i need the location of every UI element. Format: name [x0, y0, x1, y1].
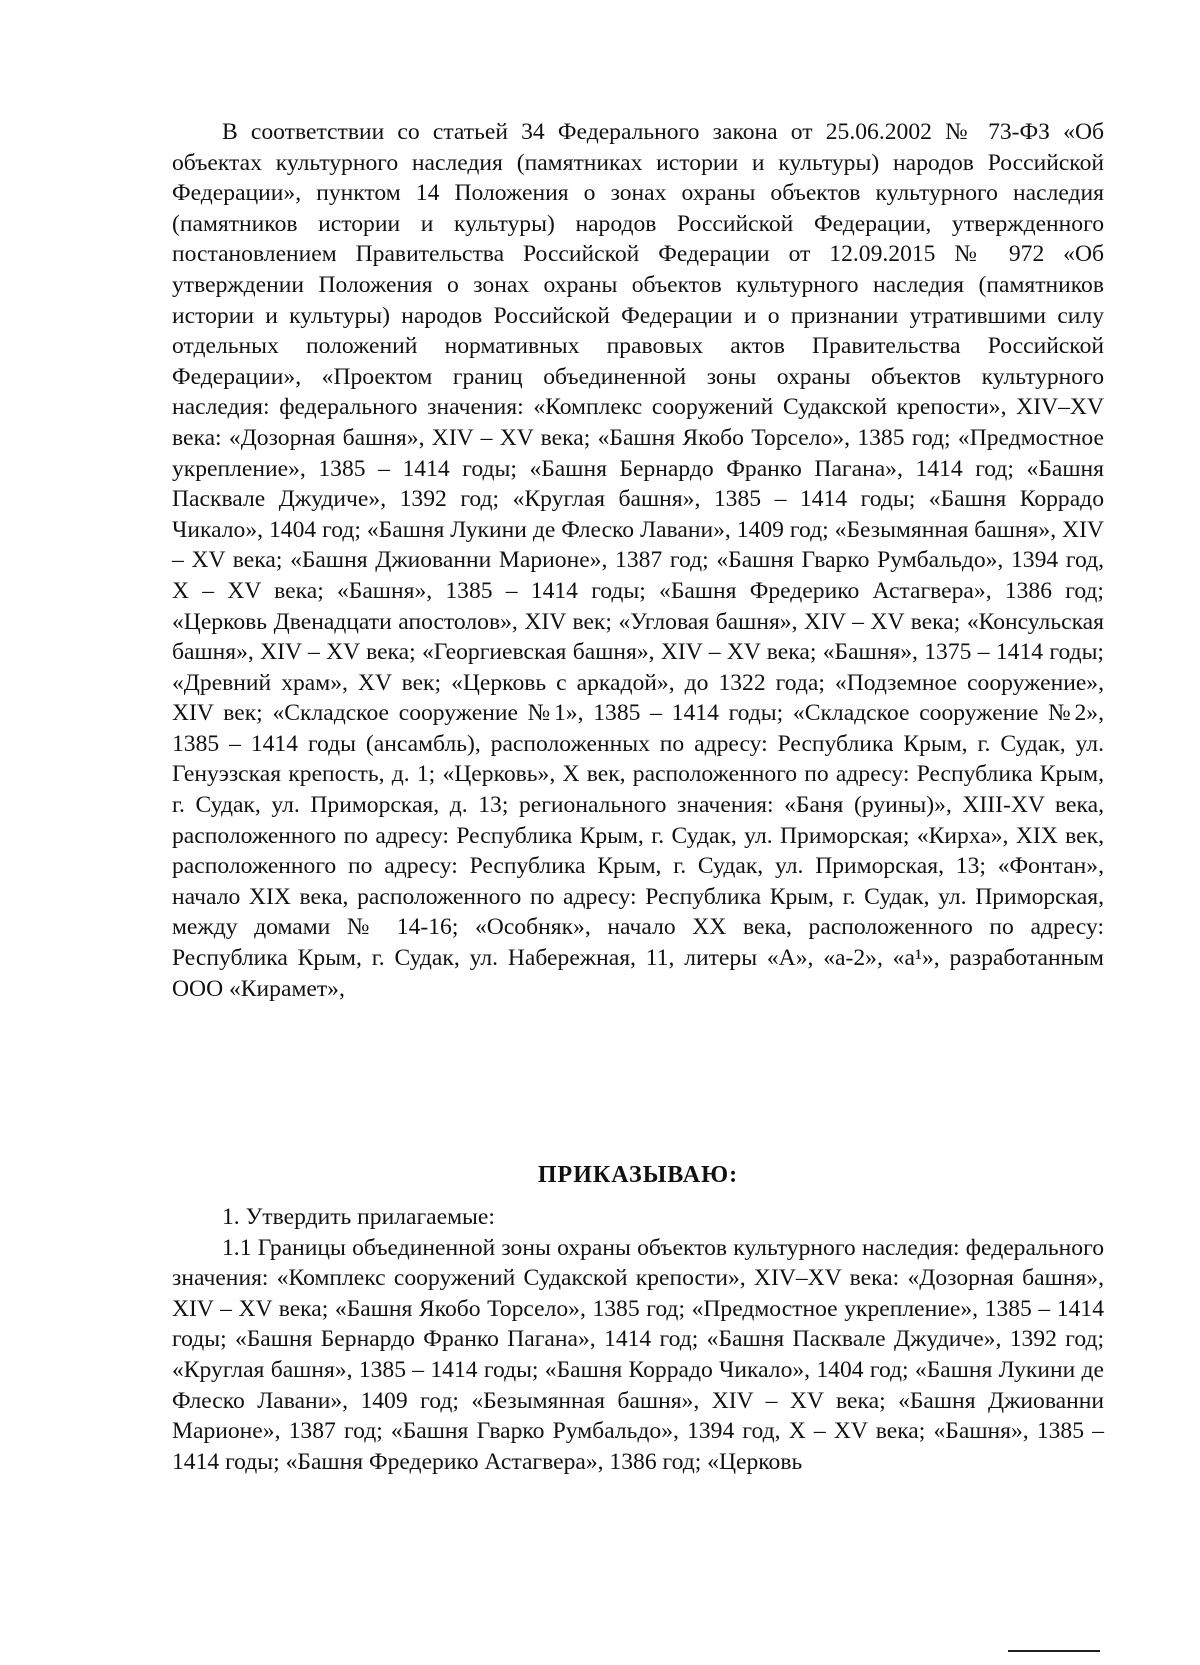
item-1-paragraph: 1. Утвердить прилагаемые:: [222, 1204, 495, 1230]
order-body: [172, 1202, 1104, 1477]
preamble-block: [172, 117, 1104, 1004]
footer-rule: [1008, 1650, 1100, 1652]
item-1-1-paragraph: 1.1 Границы объединенной зоны охраны объектов культурного наследия: федерального значения: «Комплекс сооружений Судакской крепости», XIV–XV века: «Дозорная башня», XIV – XV века; «Башня Якобо Торсело», 1385 год; «Предмостное укрепление», 1385 – 1414 годы; «Башня Бернардо Франко Пагана», 1414 год; «Башня Пасквале Джудиче», 1392 год; «Круглая башня», 1385 – 1414 годы; «Башня Коррадо Чикало», 1404 год; «Башня Лукини де Флеско Лавани», 1409 год; «Безымянная башня», XIV – XV века; «Башня Джиованни Марионе», 1387 год; «Башня Гварко Румбальдо», 1394 год, X – XV века; «Башня», 1385 – 1414 годы; «Башня Фредерико Астагвера», 1386 год; «Церковь: [172, 1234, 1104, 1475]
order-heading: ПРИКАЗЫВАЮ:: [537, 1162, 739, 1188]
preamble-paragraph: В соответствии со статьей 34 Федерального закона от 25.06.2002 № 73-ФЗ «Об объектах культурного наследия (памятниках истории и культуры) народов Российской Федерации», пунктом 14 Положения о зонах охраны объектов культурного наследия (памятников истории и культуры) народов Российской Федерации, утвержденного постановлением Правительства Российской Федерации от 12.09.2015 № 972 «Об утверждении Положения о зонах охраны объектов культурного наследия (памятников истории и культуры) народов Российской Федерации и о признании утратившими силу отдельных положений нормативных правовых актов Правительства Российской Федерации», «Проектом границ объединенной зоны охраны объектов культурного наследия: федерального значения: «Комплекс сооружений Судакской крепости», XIV–XV века: «Дозорная башня», XIV – XV века; «Башня Якобо Торсело», 1385 год; «Предмостное укрепление», 1385 – 1414 годы; «Башня Бернардо Франко Пагана», 1414 год; «Башня Пасквале Джудиче», 1392 год; «Круглая башня», 1385 – 1414 годы; «Башня Коррадо Чикало», 1404 год; «Башня Лукини де Флеско Лавани», 1409 год; «Безымянная башня», XIV – XV века; «Башня Джиованни Марионе», 1387 год; «Башня Гварко Румбальдо», 1394 год, X – XV века; «Башня», 1385 – 1414 годы; «Башня Фредерико Астагвера», 1386 год; «Церковь Двенадцати апостолов», XIV век; «Угловая башня», XIV – XV века; «Консульская башня», XIV – XV века; «Георгиевская башня», XIV – XV века; «Башня», 1375 – 1414 годы; «Древний храм», XV век; «Церковь с аркадой», до 1322 года; «Подземное сооружение», XIV век; «Складское сооружение №1», 1385 – 1414 годы; «Складское сооружение №2», 1385 – 1414 годы (ансамбль), расположенных по адресу: Республика Крым, г. Судак, ул. Генуэзская крепость, д. 1; «Церковь», X век, расположенного по адресу: Республика Крым, г. Судак, ул. Приморская, д. 13; регионального значения: «Баня (руины)», XIII-XV века, расположенного по адресу: Республика Крым, г. Судак, ул. Приморская; «Кирха», XIX век, расположенного по адресу: Республика Крым, г. Судак, ул. Приморская, 13; «Фонтан», начало XIX века, расположенного по адресу: Республика Крым, г. Судак, ул. Приморская, между домами № 14-16; «Особняк», начало XX века, расположенного по адресу: Республика Крым, г. Судак, ул. Набережная, 11, литеры «А», «а-2», «а¹», разработанным ООО «Кирамет»,: [172, 119, 1104, 1002]
